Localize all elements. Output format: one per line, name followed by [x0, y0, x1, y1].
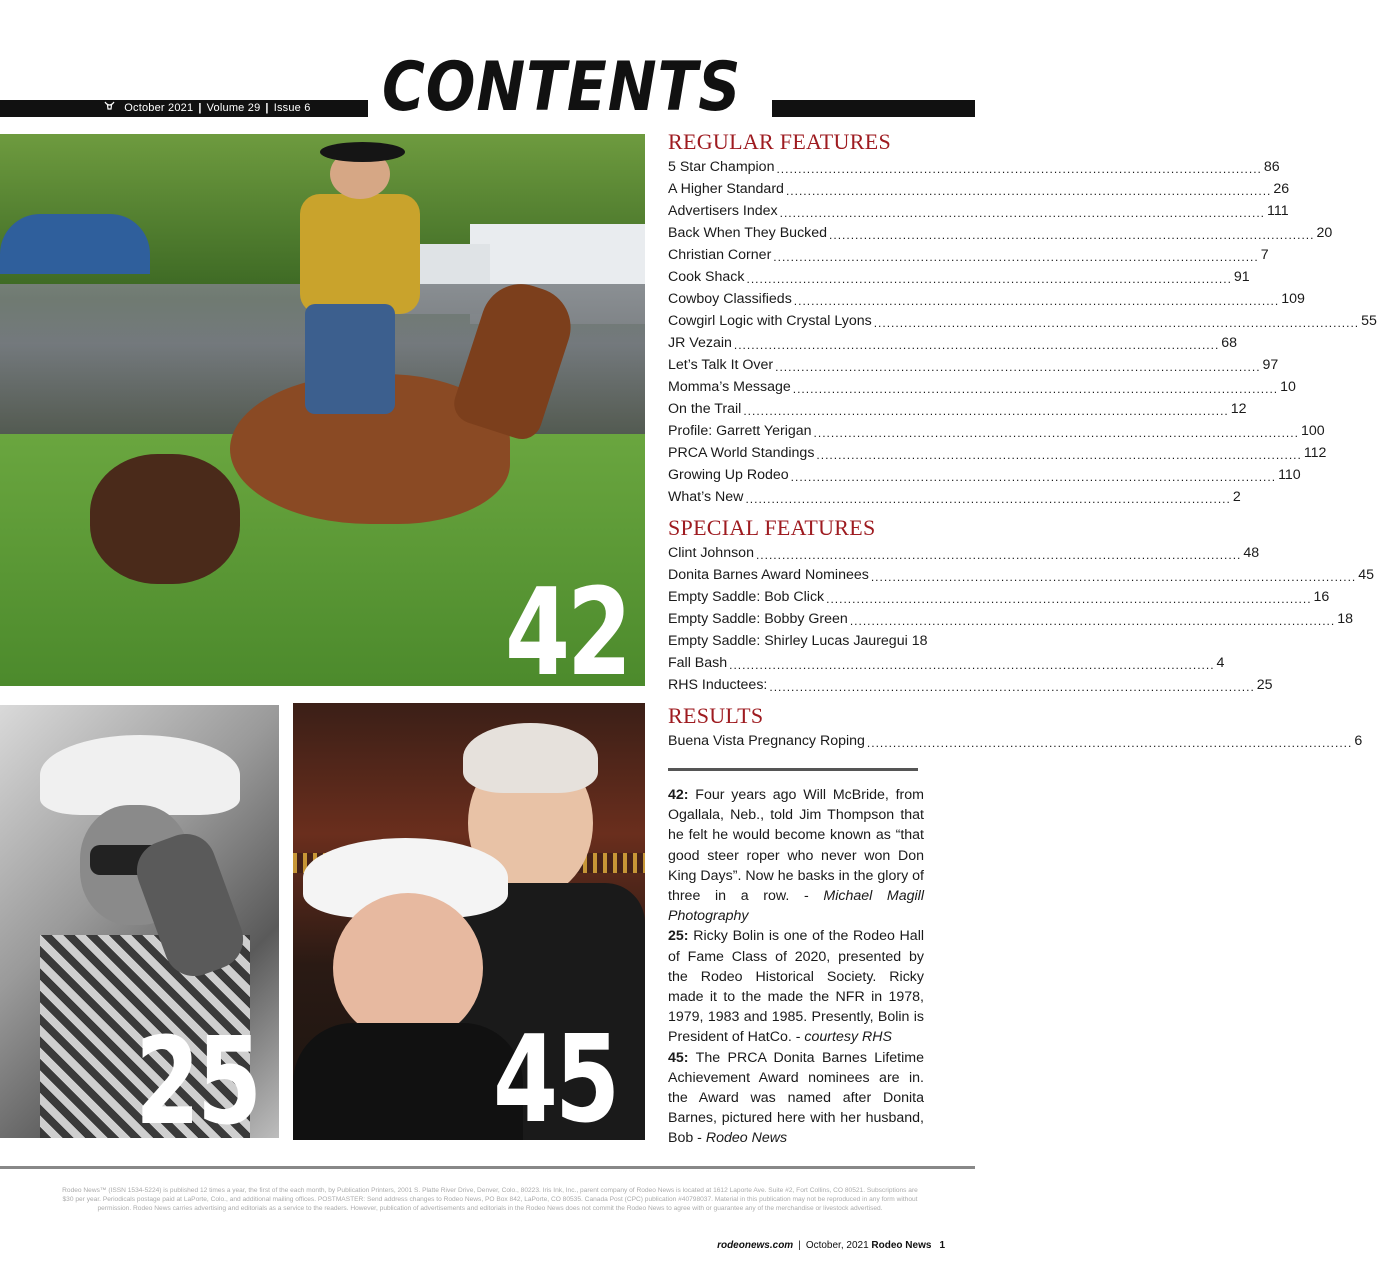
toc-entry-page: 112 — [1303, 445, 1327, 461]
toc-leader-dots — [780, 204, 1265, 222]
toc-leader-dots — [734, 336, 1219, 354]
toc-entry — [668, 376, 1296, 398]
photo-steer-roping — [0, 134, 645, 703]
toc-entry-page: 45 — [1358, 567, 1375, 583]
toc-entry-title: Donita Barnes Award Nominees — [668, 567, 869, 583]
toc-entry-title: Buena Vista Pregnancy Roping — [668, 733, 865, 749]
regular-features-list — [668, 156, 1377, 508]
publication-fine-print: Rodeo News™ (ISSN 1534-5224) is published 12 times a year, the first of the each month, by Publication Printers, 2001 S. Platte River Drive, Denver, Colo., 80223. Iris Ink, Inc., parent company of Rodeo News is located at 1612 Laporte Ave. Suite #2, Fort Collins, CO 80521. Subscriptions are $30 per year. Periodicals postage paid at LaPorte, Colo., and additional mailing offices. POSTMASTER: Send address changes to Rodeo News, PO Box 842, LaPorte, CO 80535. Canada Post (CPC) publication #40798037. Material in this publication may not be reproduced in any form without permission. Rodeo News carries advertising and editorials as a service to the readers. However, publication of advertisements and editorials in the Rodeo News does not commit the Rodeo News to agree with or guarantee any of the merchandise or livestock advertised. — [62, 1187, 918, 1212]
caption-25: 25: Ricky Bolin is one of the Rodeo Hall of Fame Class of 2020, presented by the Rodeo Historical Society. Ricky made it to the made the NFR in 1978, 1979, 1983 and 1985. Presently, Bolin is President of HatCo. - courtesy RHS — [668, 928, 924, 1046]
footer-magazine: Rodeo News — [871, 1240, 932, 1251]
toc-entry-title: Fall Bash — [668, 655, 728, 671]
toc-entry — [668, 630, 928, 652]
issue-number: Issue 6 — [273, 102, 311, 114]
special-features-heading: SPECIAL FEATURES — [668, 515, 876, 540]
toc-entry-title: Let’s Talk It Over — [668, 357, 774, 373]
toc-entry-page: 100 — [1300, 423, 1325, 439]
toc-entry-title: Cowgirl Logic with Crystal Lyons — [668, 313, 872, 329]
toc-leader-dots — [793, 380, 1278, 398]
toc-entry-title: PRCA World Standings — [668, 445, 815, 461]
page-footer: rodeonews.com | October, 2021 Rodeo News 1 — [717, 1240, 945, 1251]
toc-entry — [668, 586, 1330, 608]
page-number-45: 45 — [493, 1011, 618, 1150]
toc-entry-page: 110 — [1278, 467, 1301, 483]
toc-leader-dots — [814, 424, 1299, 442]
toc-leader-dots — [794, 292, 1279, 310]
toc-entry — [668, 332, 1238, 354]
footer-rule — [0, 1166, 975, 1169]
toc-entry-page: 97 — [1262, 357, 1279, 373]
toc-leader-dots — [743, 402, 1228, 420]
issue-line: October 2021 | Volume 29 | Issue 6 — [104, 100, 311, 117]
toc-entry-page: 6 — [1354, 733, 1363, 749]
footer-date: October, 2021 — [805, 1240, 869, 1251]
toc-leader-dots — [871, 568, 1356, 586]
photo-donita-and-bob-barnes — [293, 703, 645, 1150]
photo-captions — [668, 785, 924, 1149]
toc-entry — [668, 200, 1289, 222]
toc-entry-title: Back When They Bucked — [668, 225, 828, 241]
toc-entry — [668, 398, 1247, 420]
toc-entry — [668, 420, 1325, 442]
toc-entry-title: Cook Shack — [668, 269, 745, 285]
toc-leader-dots — [786, 182, 1271, 200]
toc-entry-page: 26 — [1273, 181, 1290, 197]
toc-entry-title: Christian Corner — [668, 247, 772, 263]
toc-entry-page: 12 — [1230, 401, 1247, 417]
toc-entry — [668, 442, 1327, 464]
page-number-25: 25 — [135, 1013, 260, 1152]
toc-entry-title: Growing Up Rodeo — [668, 467, 789, 483]
toc-entry-title: JR Vezain — [668, 335, 732, 351]
toc-entry-page: 109 — [1281, 291, 1305, 307]
toc-entry-page: 48 — [1243, 545, 1260, 561]
toc-entry — [668, 564, 1375, 586]
footer-page-number: 1 — [939, 1240, 945, 1251]
toc-entry — [668, 464, 1301, 486]
toc-entry-title: Advertisers Index — [668, 203, 778, 219]
toc-entry-page: 18 — [911, 633, 928, 649]
toc-entry-page: 10 — [1280, 379, 1296, 395]
toc-entry-page: 111 — [1267, 203, 1289, 219]
toc-leader-dots — [850, 612, 1335, 630]
toc-entry-page: 55 — [1361, 313, 1377, 329]
toc-leader-dots — [867, 734, 1352, 752]
toc-leader-dots — [769, 678, 1254, 696]
header-bar-right — [772, 100, 975, 117]
toc-leader-dots — [776, 160, 1261, 178]
toc-entry-title: Momma’s Message — [668, 379, 791, 395]
toc-entry-page: 16 — [1313, 589, 1330, 605]
section-divider — [668, 768, 918, 771]
toc-leader-dots — [874, 314, 1359, 332]
footer-site[interactable]: rodeonews.com — [717, 1240, 794, 1251]
issue-date: October 2021 — [124, 102, 194, 114]
toc-leader-dots — [775, 358, 1260, 376]
toc-entry-page: 20 — [1316, 225, 1333, 241]
toc-leader-dots — [829, 226, 1314, 244]
toc-entry-page: 4 — [1216, 655, 1225, 671]
toc-entry-page: 91 — [1233, 269, 1250, 285]
page-number-42: 42 — [505, 564, 630, 703]
toc-entry — [668, 608, 1353, 630]
toc-entry-page: 7 — [1260, 247, 1269, 263]
results-list — [668, 730, 1363, 752]
toc-leader-dots — [747, 270, 1232, 288]
toc-leader-dots — [791, 468, 1276, 486]
regular-features-heading: REGULAR FEATURES — [668, 129, 891, 154]
toc-leader-dots — [745, 490, 1230, 508]
toc-entry — [668, 486, 1241, 508]
toc-entry-page: 25 — [1256, 677, 1273, 693]
toc-entry-title: A Higher Standard — [668, 181, 784, 197]
toc-entry-title: On the Trail — [668, 401, 742, 417]
toc-entry — [668, 222, 1333, 244]
toc-entry — [668, 244, 1269, 266]
toc-entry-title: RHS Inductees: — [668, 677, 768, 693]
toc-entry-page: 18 — [1337, 611, 1353, 627]
toc-entry-title: Empty Saddle: Shirley Lucas Jauregui — [668, 633, 908, 649]
toc-entry — [668, 674, 1273, 696]
toc-entry-title: What’s New — [668, 489, 744, 505]
toc-entry-title: Empty Saddle: Bobby Green — [668, 611, 848, 627]
table-of-contents — [668, 128, 1377, 752]
issue-volume: Volume 29 — [206, 102, 261, 114]
caption-42: 42: Four years ago Will McBride, from Ogallala, Neb., told Jim Thompson that he felt he would become known as “that good steer roper who never won Don King Days”. Now he basks in the glory of three in a row. - Michael Magill Photography — [668, 787, 924, 925]
toc-entry — [668, 310, 1377, 332]
toc-entry-title: Profile: Garrett Yerigan — [668, 423, 812, 439]
toc-entry — [668, 354, 1279, 376]
page-title: CONTENTS — [382, 48, 742, 127]
toc-entry-title: 5 Star Champion — [668, 159, 775, 175]
toc-entry-page: 86 — [1263, 159, 1280, 175]
toc-entry — [668, 652, 1225, 674]
toc-leader-dots — [816, 446, 1301, 464]
toc-entry — [668, 266, 1250, 288]
toc-entry-page: 68 — [1221, 335, 1238, 351]
caption-45: 45: The PRCA Donita Barnes Lifetime Achievement Award nominees are in. the Award was named after Donita Barnes, pictured here with her husband, Bob - Rodeo News — [668, 1049, 924, 1147]
toc-entry — [668, 542, 1260, 564]
results-heading: RESULTS — [668, 703, 764, 728]
toc-entry-title: Empty Saddle: Bob Click — [668, 589, 825, 605]
toc-leader-dots — [756, 546, 1241, 564]
toc-leader-dots — [773, 248, 1258, 266]
longhorn-icon — [104, 100, 115, 117]
toc-entry-title: Clint Johnson — [668, 545, 754, 561]
toc-entry — [668, 178, 1290, 200]
toc-entry — [668, 288, 1305, 310]
toc-entry — [668, 730, 1363, 752]
toc-leader-dots — [729, 656, 1214, 674]
toc-entry — [668, 156, 1280, 178]
toc-entry-title: Cowboy Classifieds — [668, 291, 792, 307]
special-features-list — [668, 542, 1375, 696]
toc-leader-dots — [826, 590, 1311, 608]
toc-entry-page: 2 — [1232, 489, 1241, 505]
photo-ricky-bolin — [0, 705, 279, 1152]
